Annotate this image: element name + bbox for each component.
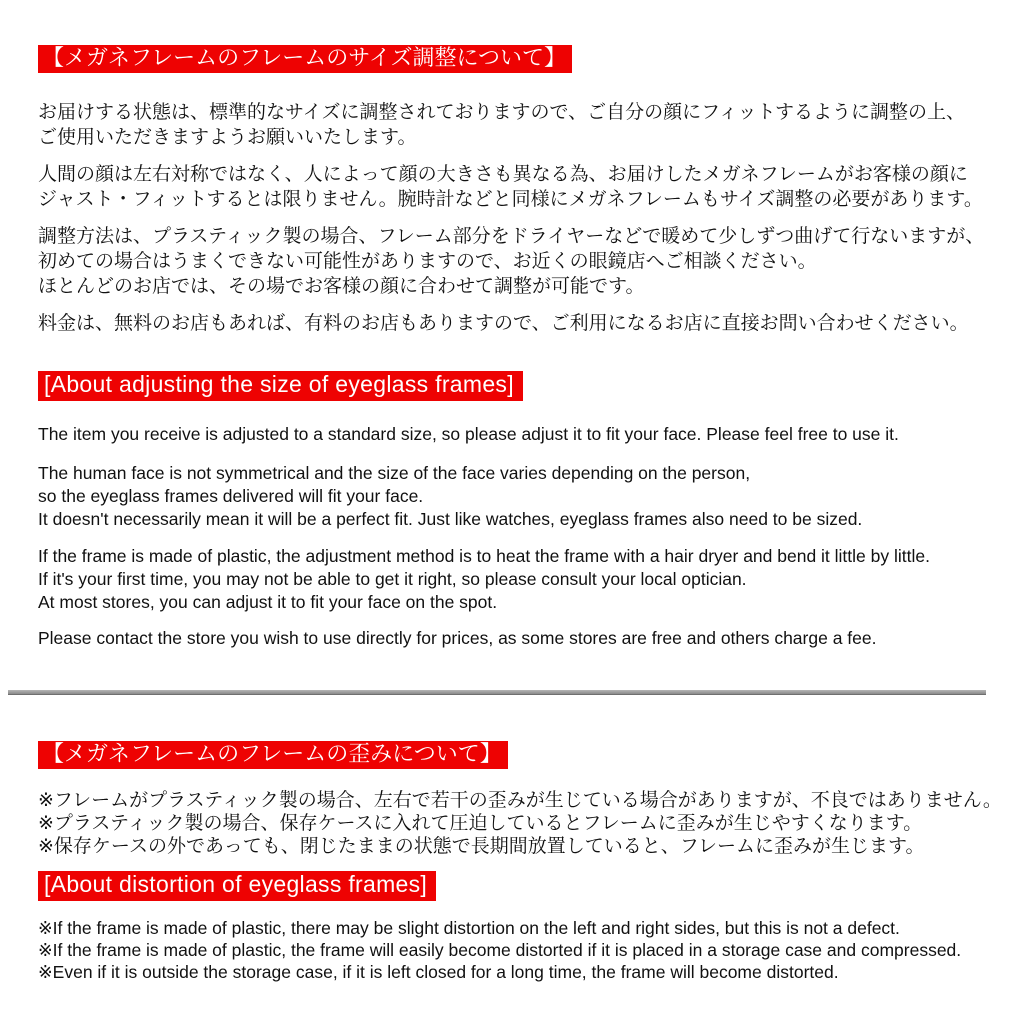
size-adjustment-section bbox=[38, 45, 994, 650]
section-divider bbox=[8, 690, 986, 695]
en-distortion-notes bbox=[38, 917, 994, 983]
heading-size-adjustment-jp: 【メガネフレームのフレームのサイズ調整について】 bbox=[38, 45, 572, 73]
jp-paragraph-delivery-state bbox=[38, 100, 994, 150]
text-line: ※If the frame is made of plastic, the frame will easily become distorted if it is placed in a storage case and compressed. bbox=[38, 940, 962, 960]
text-line: ※フレームがプラスティック製の場合、左右で若干の歪みが生じている場合がありますが、不良ではありません。 bbox=[38, 790, 1002, 811]
heading-distortion-jp: 【メガネフレームのフレームの歪みについて】 bbox=[38, 741, 508, 769]
text-line: If it's your first time, you may not be able to get it right, so please consult your local optician. bbox=[38, 569, 747, 589]
text-line: 人間の顔は左右対称ではなく、人によって顔の大きさも異なる為、お届けしたメガネフレームがお客様の顔に bbox=[38, 164, 968, 185]
text-line: ※プラスティック製の場合、保存ケースに入れて圧迫しているとフレームに歪みが生じやすくなります。 bbox=[38, 813, 923, 834]
text-line: The item you receive is adjusted to a standard size, so please adjust it to fit your face. Please feel free to use it. bbox=[38, 424, 899, 444]
text-line: ※If the frame is made of plastic, there may be slight distortion on the left and right sides, but this is not a defect. bbox=[38, 918, 900, 938]
text-line: ※保存ケースの外であっても、閉じたままの状態で長期間放置していると、フレームに歪みが生じます。 bbox=[38, 836, 925, 857]
text-line: ジャスト・フィットするとは限りません。腕時計などと同様にメガネフレームもサイズ調整の必要があります。 bbox=[38, 189, 983, 210]
text-line: so the eyeglass frames delivered will fit your face. bbox=[38, 486, 424, 506]
jp-paragraph-adjust-method bbox=[38, 224, 994, 299]
heading-distortion-en: [About distortion of eyeglass frames] bbox=[38, 871, 436, 901]
text-line: At most stores, you can adjust it to fit your face on the spot. bbox=[38, 592, 498, 612]
en-paragraph-delivery-state bbox=[38, 423, 994, 446]
text-line: お届けする状態は、標準的なサイズに調整されておりますので、ご自分の顔にフィットするように調整の上、 bbox=[38, 102, 966, 123]
en-paragraph-adjust-method bbox=[38, 545, 994, 614]
distortion-section bbox=[38, 741, 1002, 983]
heading-size-adjustment-en: [About adjusting the size of eyeglass frames] bbox=[38, 371, 523, 401]
text-line: 調整方法は、プラスティック製の場合、フレーム部分をドライヤーなどで暖めて少しずつ曲げて行ないますが、 bbox=[38, 226, 985, 247]
en-paragraph-fees bbox=[38, 627, 994, 650]
jp-distortion-notes bbox=[38, 789, 1002, 858]
text-line: ご使用いただきますようお願いいたします。 bbox=[38, 127, 417, 148]
text-line: ほとんどのお店では、その場でお客様の顔に合わせて調整が可能です。 bbox=[38, 276, 645, 297]
text-line: Please contact the store you wish to use directly for prices, as some stores are free and others charge a fee. bbox=[38, 628, 877, 648]
text-line: It doesn't necessarily mean it will be a perfect fit. Just like watches, eyeglass frames also need to be sized. bbox=[38, 509, 863, 529]
text-line: The human face is not symmetrical and the size of the face varies depending on the person, bbox=[38, 463, 751, 483]
jp-paragraph-face-symmetry bbox=[38, 162, 994, 212]
text-line: 料金は、無料のお店もあれば、有料のお店もありますので、ご利用になるお店に直接お問い合わせください。 bbox=[38, 313, 969, 334]
text-line: If the frame is made of plastic, the adjustment method is to heat the frame with a hair dryer and bend it little by little. bbox=[38, 546, 930, 566]
text-line: ※Even if it is outside the storage case, if it is left closed for a long time, the frame will become distorted. bbox=[38, 962, 839, 982]
jp-paragraph-fees bbox=[38, 311, 994, 336]
text-line: 初めての場合はうまくできない可能性がありますので、お近くの眼鏡店へご相談ください。 bbox=[38, 251, 817, 272]
en-paragraph-face-symmetry bbox=[38, 462, 994, 531]
